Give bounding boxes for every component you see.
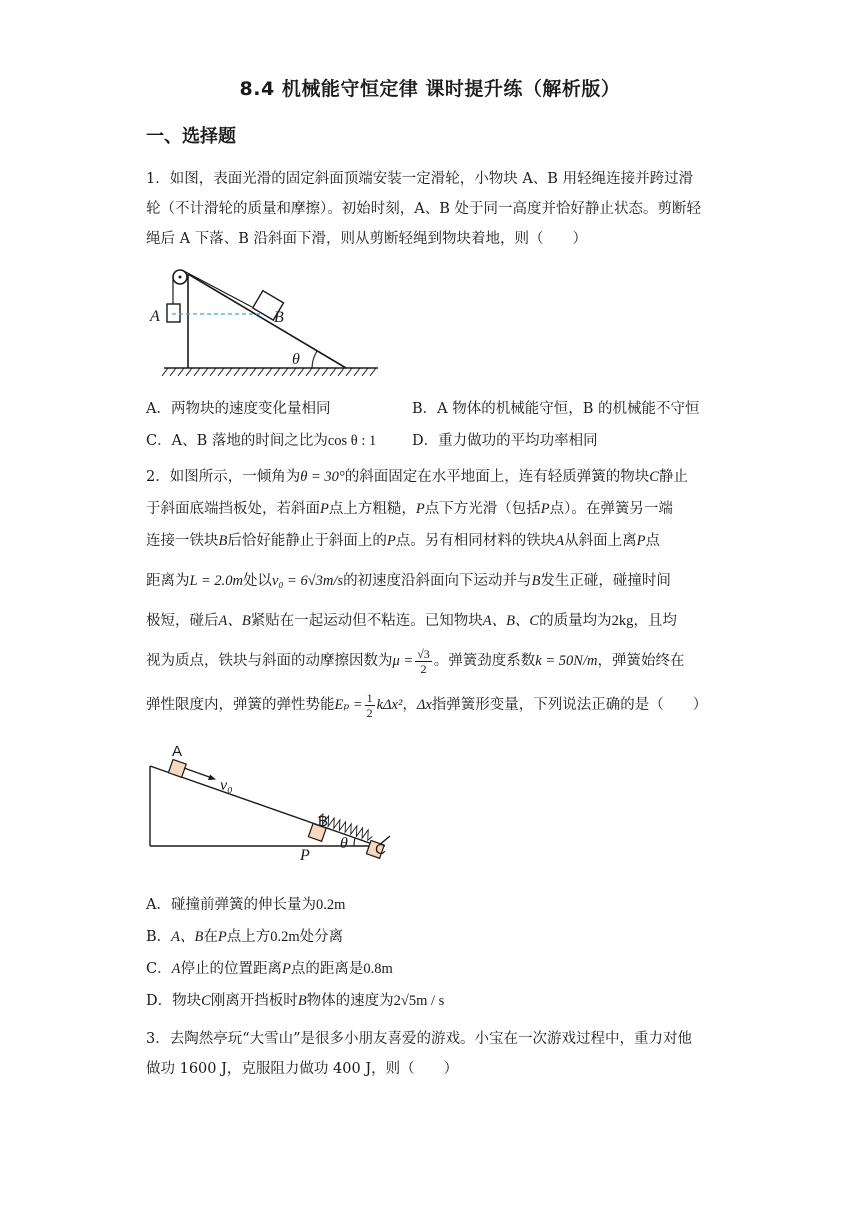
question-2-option-a: A．碰撞前弹簧的伸长量为0.2m bbox=[146, 897, 346, 913]
question-2-option-c: C．A停止的位置距离P点的距离是0.8m bbox=[146, 961, 393, 977]
question-1-option-d: D．重力做功的平均功率相同 bbox=[412, 433, 598, 449]
question-1-figure bbox=[146, 262, 386, 382]
question-2-line-7: 弹性限度内，弹簧的弹性势能Eₚ = $\frac{1}{2}$ kΔx²，Δx指弹簧形变量，下列说法正确的是（ ） bbox=[146, 690, 708, 720]
question-1-option-b: B．A 物体的机械能守恒，B 的机械能不守恒 bbox=[412, 401, 700, 417]
question-1-option-a: A．两物块的速度变化量相同 bbox=[146, 401, 331, 417]
question-3-line-1: 3．去陶然亭玩“大雪山”是很多小朋友喜爱的游戏。小宝在一次游戏过程中，重力对他 bbox=[146, 1031, 693, 1047]
question-1-line-1: 1．如图，表面光滑的固定斜面顶端安装一定滑轮，小物块 A、B 用轻绳连接并跨过滑 bbox=[146, 171, 694, 187]
question-2-line-3: 连接一铁块B后恰好能静止于斜面上的P点。另有相同材料的铁块A从斜面上离P点 bbox=[146, 533, 660, 549]
question-2-option-d: D．物块C刚离开挡板时B物体的速度为2√5m / s bbox=[146, 993, 445, 1009]
question-2-line-4: 距离为L = 2.0m处以v₀ = 6√3m/s的初速度沿斜面向下运动并与B发生正碰，碰撞时间 bbox=[146, 573, 671, 589]
label-b: B bbox=[274, 309, 284, 326]
label-v0: v₀ bbox=[220, 777, 233, 794]
label-c: C bbox=[375, 841, 386, 858]
question-1-option-c bbox=[146, 426, 376, 456]
label-p: P bbox=[300, 847, 310, 864]
question-2-option-b: B．A、B在P点上方0.2m处分离 bbox=[146, 929, 344, 945]
label-theta: θ bbox=[292, 351, 300, 368]
section-heading: 一、选择题 bbox=[146, 126, 236, 147]
question-2-line-5: 极短，碰后A、B紧贴在一起运动但不粘连。已知物块A、B、C的质量均为2kg，且均 bbox=[146, 613, 677, 629]
label-a: A bbox=[150, 308, 160, 325]
page-title: 8.4 机械能守恒定律 课时提升练（解析版） bbox=[239, 78, 621, 100]
label-b: B bbox=[318, 813, 329, 830]
question-2-figure bbox=[146, 738, 396, 864]
label-a: A bbox=[172, 743, 183, 760]
question-2-line-1: 2．如图所示，一倾角为θ = 30°的斜面固定在水平地面上，连有轻质弹簧的物块C静止 bbox=[146, 469, 688, 485]
question-2-line-2: 于斜面底端挡板处，若斜面P点上方粗糙，P点下方光滑（包括P点）。在弹簧另一端 bbox=[146, 501, 673, 517]
question-1-line-3: 绳后 A 下落、B 沿斜面下滑，则从剪断轻绳到物块着地，则（ ） bbox=[146, 231, 587, 247]
question-3-line-2: 做功 1600 J，克服阻力做功 400 J，则（ ） bbox=[146, 1061, 459, 1077]
label-theta: θ bbox=[340, 835, 348, 852]
option-c-text: C．A、B 落地的时间之比为 bbox=[146, 433, 328, 449]
question-2-line-6: 视为质点，铁块与斜面的动摩擦因数为μ = $\frac{√3}{2}$ 。弹簧劲度系数k = 50N/m，弹簧始终在 bbox=[146, 646, 685, 676]
question-1-line-2: 轮（不计滑轮的质量和摩擦）。初始时刻，A、B 处于同一高度并恰好静止状态。剪断轻 bbox=[146, 201, 701, 217]
option-c-math: cos θ : 1 bbox=[327, 433, 377, 449]
